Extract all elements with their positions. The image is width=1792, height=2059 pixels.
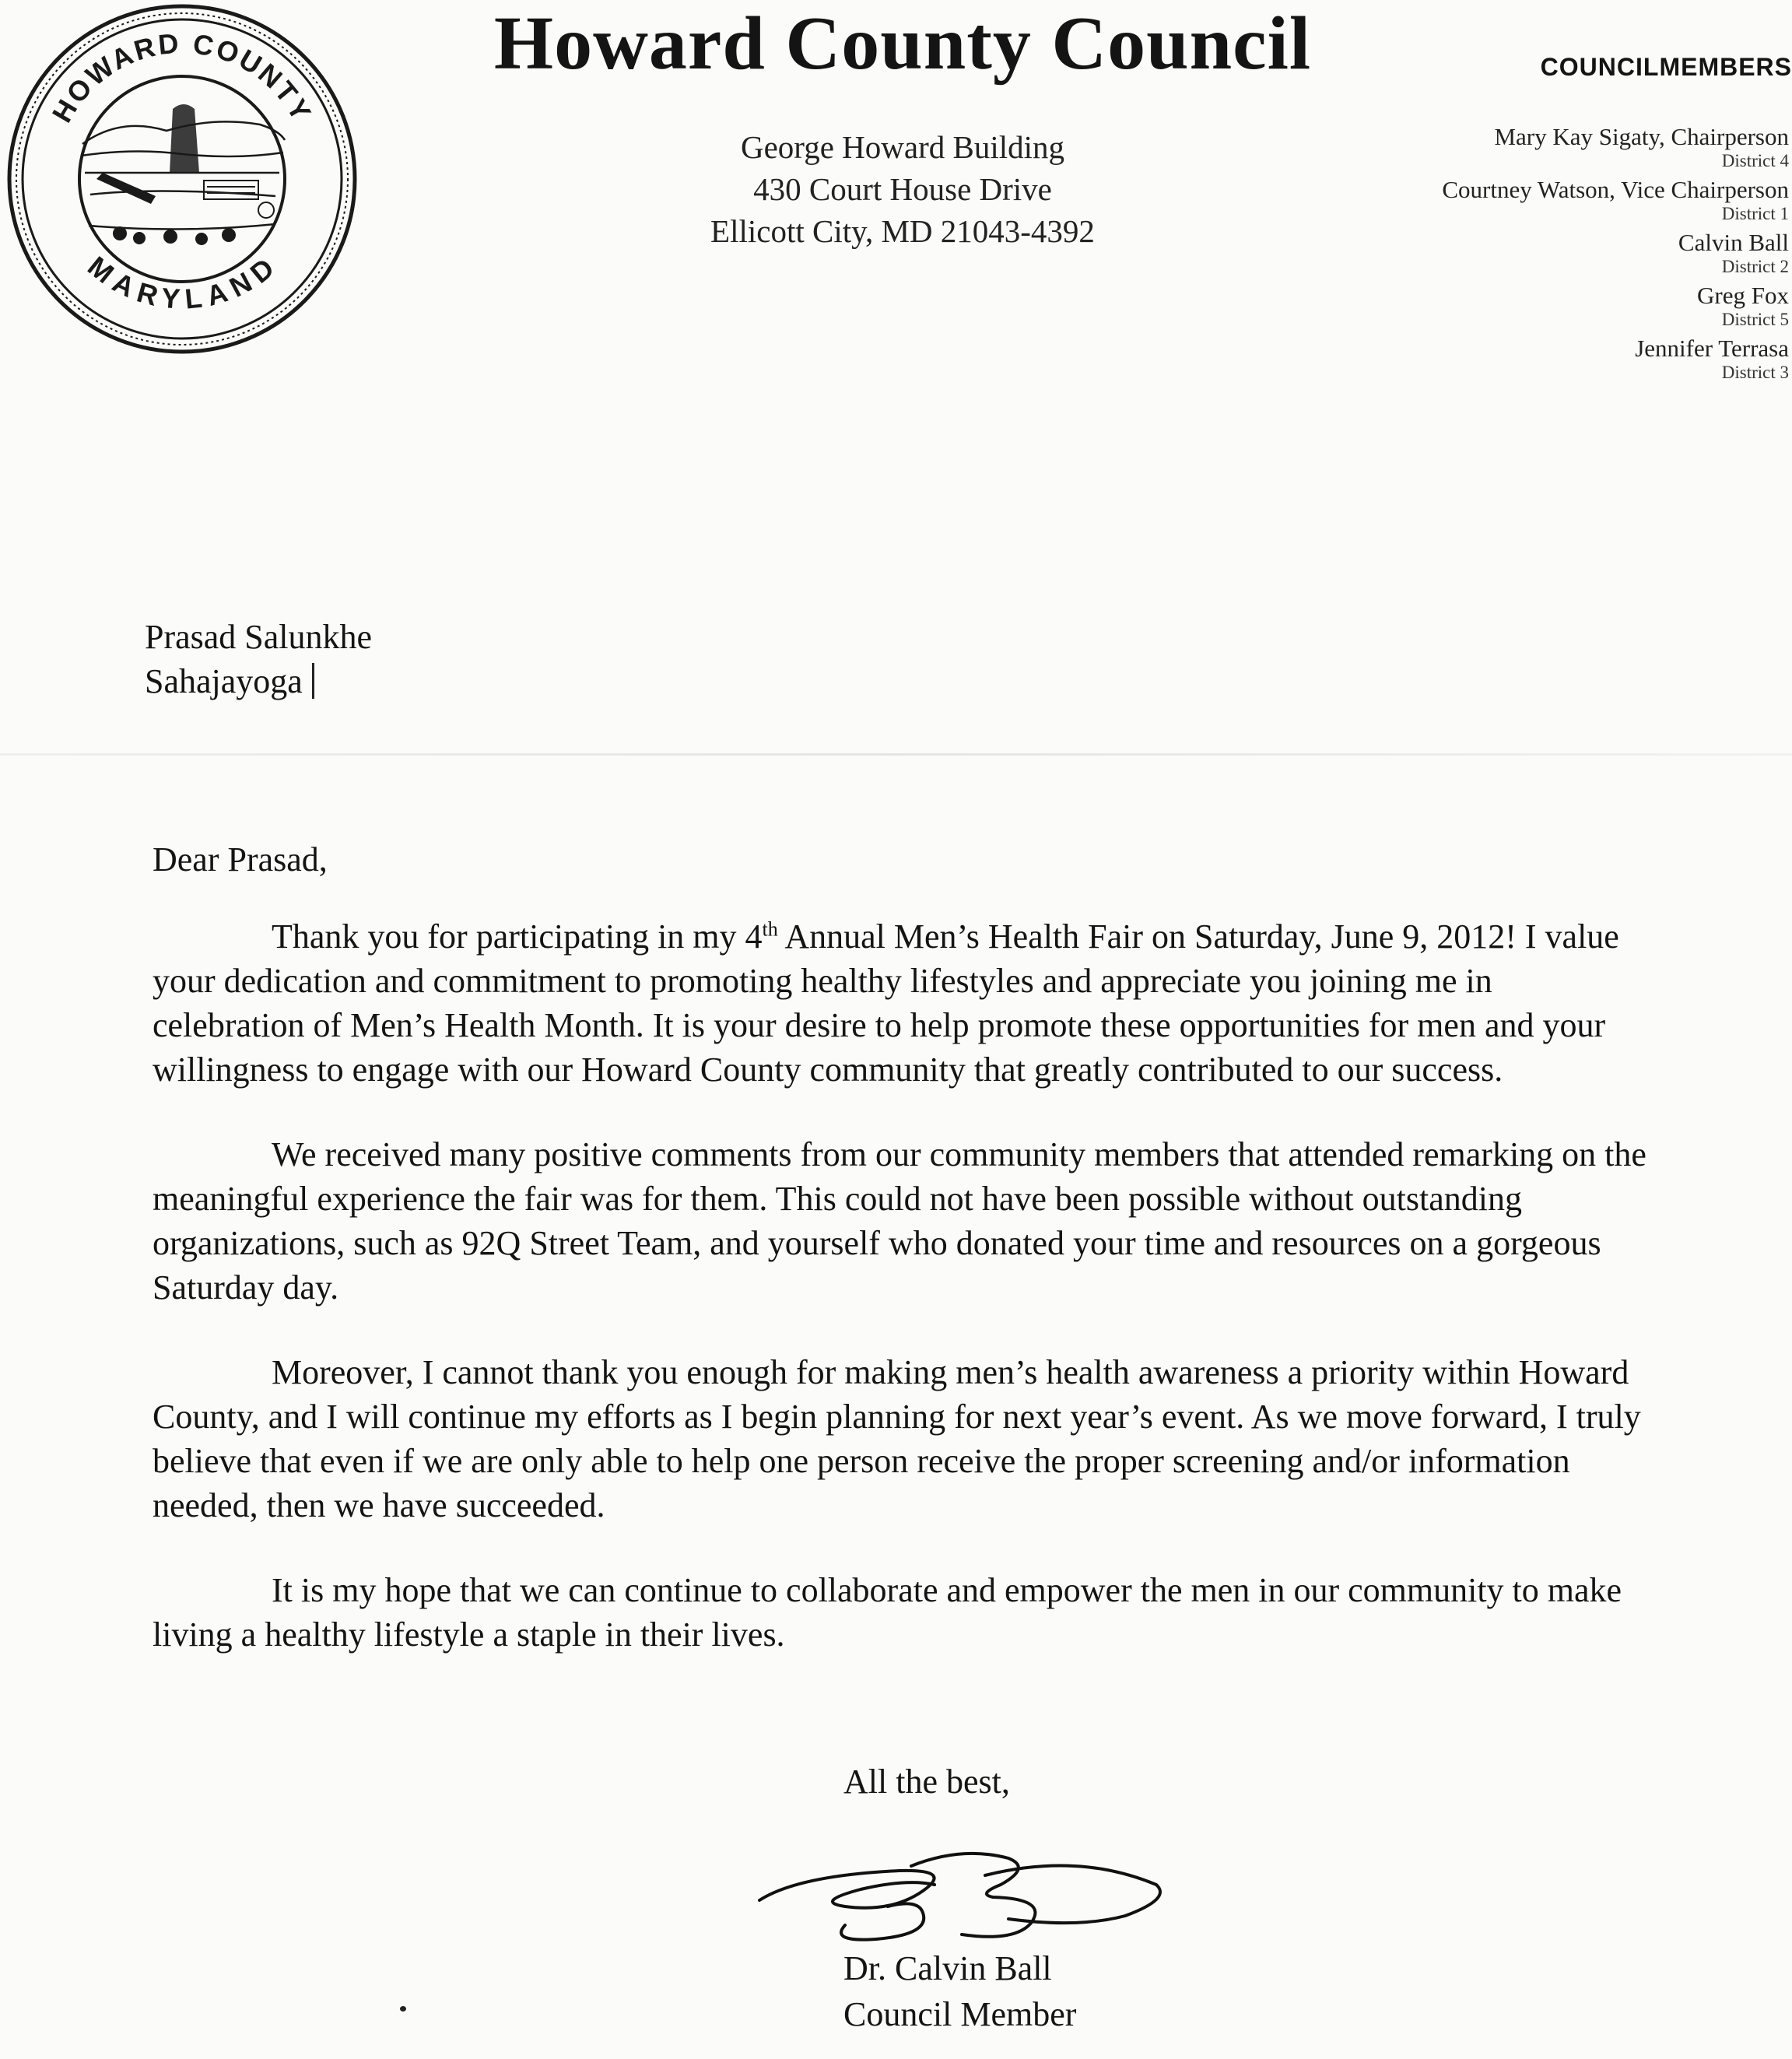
paper-speck xyxy=(400,2006,406,2012)
signer-block xyxy=(843,1945,1076,2037)
councilmember-entry xyxy=(1322,123,1789,171)
paper-fold-line xyxy=(0,753,1792,756)
paragraph-text: Thank you for participating in my 4 xyxy=(272,917,763,956)
signer-name: Dr. Calvin Ball xyxy=(843,1949,1052,1987)
councilmember-district: District 2 xyxy=(1721,257,1789,276)
councilmember-district: District 3 xyxy=(1721,363,1789,382)
address-line: George Howard Building xyxy=(740,129,1064,165)
council-title: Howard County Council xyxy=(493,2,1312,86)
address-line: Ellicott City, MD 21043-4392 xyxy=(710,213,1095,249)
letter-body xyxy=(153,837,1646,1697)
letter-paragraph-3: Moreover, I cannot thank you enough for making men’s health awareness a priority within Howard County, and I will continue my efforts as I begin planning for next year’s event. As we move forward, I truly believe that even if we are only able to help one person receive the proper screening and/or information needed, then we have succeeded. xyxy=(153,1353,1641,1524)
councilmember-entry xyxy=(1322,335,1789,383)
councilmember-name: Calvin Ball xyxy=(1678,229,1789,256)
recipient-name: Prasad Salunkhe xyxy=(145,618,373,656)
councilmembers-list xyxy=(1322,123,1789,388)
councilmember-name: Courtney Watson, Vice Chairperson xyxy=(1442,176,1789,203)
councilmember-entry xyxy=(1322,282,1789,330)
letter-paragraph-2: We received many positive comments from our community members that attended remarking on the meaningful experience the fair was for them. This could not have been possible without outstanding organizations, such as 92Q Street Team, and yourself who donated your time and resources on a gorgeous Saturday day. xyxy=(153,1135,1646,1307)
handwritten-signature xyxy=(752,1844,1180,1945)
address-line: 430 Court House Drive xyxy=(753,171,1052,207)
salutation: Dear Prasad, xyxy=(153,840,328,879)
councilmember-name: Mary Kay Sigaty, Chairperson xyxy=(1494,123,1789,150)
recipient-organization: Sahajayoga xyxy=(145,659,372,703)
seal-top-text: HOWARD COUNTY xyxy=(45,26,319,128)
paragraph-text: Annual Men’s Health Fair on Saturday, June 9, 2012! I value your dedication and commitment to promoting healthy lifestyles and appreciate you joining me in celebration of Men’s Health Month. It is your desire to help promote these opportunities for men and your willingness to engage with our Howard County community that greatly contributed to our success. xyxy=(153,917,1619,1089)
closing: All the best, xyxy=(843,1763,1010,1801)
signer-title: Council Member xyxy=(843,1995,1077,2033)
ordinal-superscript: th xyxy=(762,917,778,941)
letter-paragraph-1 xyxy=(153,914,1646,1092)
councilmember-entry xyxy=(1322,229,1789,277)
councilmembers-heading: COUNCILMEMBERS xyxy=(1540,53,1792,81)
councilmember-entry xyxy=(1322,176,1789,224)
councilmember-district: District 5 xyxy=(1721,310,1789,329)
council-address xyxy=(591,126,1214,252)
councilmember-name: Jennifer Terrasa xyxy=(1635,335,1789,362)
howard-county-seal xyxy=(3,0,361,358)
seal-bottom-text: MARYLAND xyxy=(82,250,282,315)
letter-paragraph-4: It is my hope that we can continue to collaborate and empower the men in our community to make living a healthy lifestyle a staple in their lives. xyxy=(153,1571,1622,1654)
councilmember-district: District 4 xyxy=(1721,151,1789,170)
councilmember-district: District 1 xyxy=(1721,204,1789,223)
recipient-block xyxy=(145,615,372,703)
councilmember-name: Greg Fox xyxy=(1697,282,1789,309)
